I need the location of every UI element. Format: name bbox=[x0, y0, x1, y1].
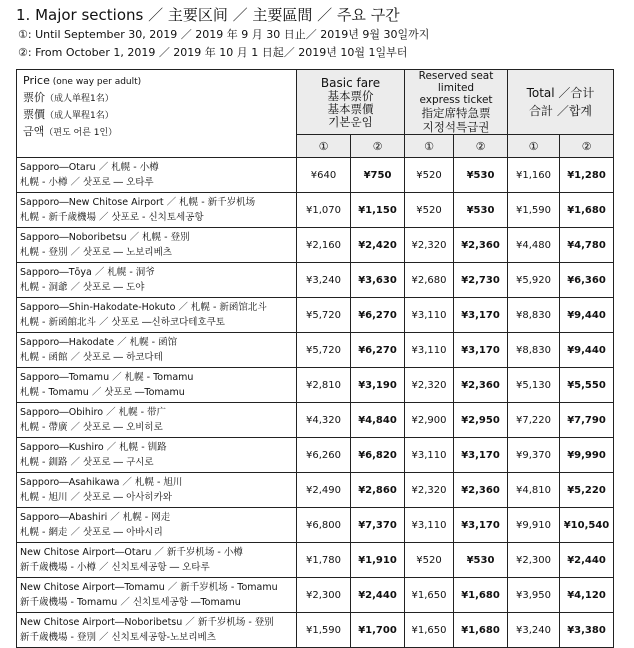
reserved-ko: 지정석특급권 bbox=[422, 120, 490, 134]
basic-fare-2: ¥1,910 bbox=[351, 543, 405, 578]
route-line-2: 札幌 - 新千歲機場 ／ 삿포로 - 신치토세공항 bbox=[20, 212, 204, 223]
basic-fare-ko: 기본운임 bbox=[328, 114, 373, 129]
reserved-fare-2: ¥530 bbox=[454, 543, 508, 578]
route-line-1: Sapporo―Shin-Hakodate-Hokuto ／ 札幌 - 新函馆北斗 bbox=[20, 302, 267, 313]
total-fare-1: ¥5,130 bbox=[508, 368, 560, 403]
total-fare-1: ¥5,920 bbox=[508, 263, 560, 298]
basic-fare-2: ¥2,440 bbox=[351, 578, 405, 613]
total-fare-2: ¥6,360 bbox=[560, 263, 614, 298]
route-cell bbox=[17, 263, 297, 298]
price-en: Price bbox=[23, 74, 50, 87]
route-line-2: 札幌 - 新函館北斗 ／ 삿포로 ―신하코다테호쿠토 bbox=[20, 317, 225, 328]
route-line-2: 新千歲機場 - Tomamu ／ 신치토세공항 ―Tomamu bbox=[20, 597, 241, 608]
route-cell bbox=[17, 403, 297, 438]
reserved-col-1: ① bbox=[405, 135, 454, 158]
total-fare-2: ¥5,550 bbox=[560, 368, 614, 403]
table-row bbox=[17, 403, 614, 438]
total-fare-2: ¥5,220 bbox=[560, 473, 614, 508]
reserved-fare-1: ¥3,110 bbox=[405, 438, 454, 473]
reserved-fare-2: ¥1,680 bbox=[454, 613, 508, 648]
price-ko-sub: （편도 어른 1인） bbox=[44, 128, 118, 138]
price-ko: 금액 bbox=[23, 125, 45, 138]
table-row bbox=[17, 158, 614, 193]
total-fare-1: ¥2,300 bbox=[508, 543, 560, 578]
basic-fare-en: Basic fare bbox=[320, 75, 381, 90]
basic-fare-2: ¥1,150 bbox=[351, 193, 405, 228]
basic-fare-2: ¥3,630 bbox=[351, 263, 405, 298]
fare-table-body bbox=[17, 158, 614, 648]
route-line-1: Sapporo―Hakodate ／ 札幌 - 函馆 bbox=[20, 337, 178, 348]
price-zh-hans-sub: （成人单程1名） bbox=[45, 94, 114, 104]
table-row bbox=[17, 263, 614, 298]
route-cell bbox=[17, 298, 297, 333]
basic-fare-1: ¥3,240 bbox=[297, 263, 351, 298]
reserved-col-2: ② bbox=[454, 135, 508, 158]
total-col-1: ① bbox=[508, 135, 560, 158]
basic-fare-2: ¥6,820 bbox=[351, 438, 405, 473]
route-line-2: 新千歲機場 - 登別 ／ 신치토세공항-노보리베츠 bbox=[20, 632, 216, 643]
reserved-fare-1: ¥520 bbox=[405, 543, 454, 578]
basic-fare-2: ¥750 bbox=[351, 158, 405, 193]
total-fare-2: ¥2,440 bbox=[560, 543, 614, 578]
route-line-1: Sapporo―Abashiri ／ 札幌 - 网走 bbox=[20, 512, 171, 523]
route-cell bbox=[17, 193, 297, 228]
basic-fare-1: ¥2,810 bbox=[297, 368, 351, 403]
total-fare-2: ¥9,440 bbox=[560, 333, 614, 368]
route-line-1: New Chitose Airport―Otaru ／ 新千岁机场 - 小樽 bbox=[20, 547, 243, 558]
route-line-1: New Chitose Airport―Noboribetsu ／ 新千岁机场 - 登别 bbox=[20, 617, 274, 628]
total-fare-1: ¥8,830 bbox=[508, 298, 560, 333]
basic-fare-1: ¥2,160 bbox=[297, 228, 351, 263]
total-fare-1: ¥7,220 bbox=[508, 403, 560, 438]
total-fare-2: ¥4,780 bbox=[560, 228, 614, 263]
route-line-2: 札幌 - 登別 ／ 삿포로 ― 노보리베츠 bbox=[20, 247, 172, 258]
basic-fare-zh-hant: 基本票價 bbox=[327, 101, 374, 116]
table-row bbox=[17, 298, 614, 333]
reserved-fare-1: ¥1,650 bbox=[405, 613, 454, 648]
route-line-1: Sapporo―Tomamu ／ 札幌 - Tomamu bbox=[20, 372, 194, 383]
basic-fare-1: ¥640 bbox=[297, 158, 351, 193]
basic-fare-1: ¥6,260 bbox=[297, 438, 351, 473]
reserved-fare-1: ¥1,650 bbox=[405, 578, 454, 613]
route-line-1: Sapporo―Obihiro ／ 札幌 - 带广 bbox=[20, 407, 167, 418]
basic-fare-1: ¥5,720 bbox=[297, 298, 351, 333]
total-col-2: ② bbox=[560, 135, 614, 158]
route-line-2: 札幌 - 小樽 ／ 삿포로 ― 오타루 bbox=[20, 177, 154, 188]
basic-fare-1: ¥6,800 bbox=[297, 508, 351, 543]
table-row bbox=[17, 193, 614, 228]
route-cell bbox=[17, 613, 297, 648]
basic-col-2: ② bbox=[351, 135, 405, 158]
table-row bbox=[17, 508, 614, 543]
route-line-2: 札幌 - 函館 ／ 삿포로 ― 하코다테 bbox=[20, 352, 163, 363]
route-cell bbox=[17, 333, 297, 368]
reserved-fare-2: ¥3,170 bbox=[454, 508, 508, 543]
reserved-fare-2: ¥2,730 bbox=[454, 263, 508, 298]
page-title: 1. Major sections ／ 主要区间 ／ 主要區間 ／ 주요 구간 bbox=[16, 6, 400, 24]
reserved-fare-1: ¥3,110 bbox=[405, 333, 454, 368]
table-row bbox=[17, 438, 614, 473]
basic-fare-1: ¥1,780 bbox=[297, 543, 351, 578]
reserved-fare-2: ¥1,680 bbox=[454, 578, 508, 613]
reserved-en-1: Reserved seat limited bbox=[418, 70, 494, 94]
total-fare-1: ¥1,160 bbox=[508, 158, 560, 193]
route-cell bbox=[17, 578, 297, 613]
basic-fare-1: ¥1,070 bbox=[297, 193, 351, 228]
basic-fare-header bbox=[297, 70, 405, 135]
reserved-fare-2: ¥2,950 bbox=[454, 403, 508, 438]
reserved-seat-header bbox=[405, 70, 508, 135]
price-en-sub: (one way per adult) bbox=[49, 77, 142, 87]
reserved-fare-2: ¥530 bbox=[454, 193, 508, 228]
table-row bbox=[17, 368, 614, 403]
basic-fare-2: ¥6,270 bbox=[351, 298, 405, 333]
route-line-2: 札幌 - 網走 ／ 삿포로 ― 아바시리 bbox=[20, 527, 163, 538]
total-fare-2: ¥9,990 bbox=[560, 438, 614, 473]
route-line-2: 札幌 - 旭川 ／ 삿포로 ― 아사히카와 bbox=[20, 492, 172, 503]
table-row bbox=[17, 613, 614, 648]
basic-fare-2: ¥1,700 bbox=[351, 613, 405, 648]
reserved-fare-2: ¥2,360 bbox=[454, 368, 508, 403]
route-cell bbox=[17, 158, 297, 193]
price-header bbox=[17, 70, 297, 158]
reserved-fare-2: ¥3,170 bbox=[454, 438, 508, 473]
route-cell bbox=[17, 438, 297, 473]
total-fare-1: ¥9,910 bbox=[508, 508, 560, 543]
route-line-1: Sapporo―Tōya ／ 札幌 - 洞爷 bbox=[20, 267, 155, 278]
total-fare-2: ¥10,540 bbox=[560, 508, 614, 543]
reserved-fare-1: ¥2,680 bbox=[405, 263, 454, 298]
total-fare-1: ¥1,590 bbox=[508, 193, 560, 228]
route-cell bbox=[17, 508, 297, 543]
total-fare-2: ¥9,440 bbox=[560, 298, 614, 333]
route-line-2: 札幌 - 帶廣 ／ 삿포로 ― 오비히로 bbox=[20, 422, 163, 433]
route-line-2: 札幌 - Tomamu ／ 삿포로 ―Tomamu bbox=[20, 387, 185, 398]
reserved-zh: 指定席特急票 bbox=[421, 106, 491, 120]
price-zh-hant-sub: （成人單程1名） bbox=[45, 111, 114, 121]
reserved-fare-1: ¥2,320 bbox=[405, 228, 454, 263]
basic-fare-1: ¥2,490 bbox=[297, 473, 351, 508]
total-fare-2: ¥7,790 bbox=[560, 403, 614, 438]
route-line-1: Sapporo―Kushiro ／ 札幌 - 钏路 bbox=[20, 442, 167, 453]
route-line-1: Sapporo―Otaru ／ 札幌 - 小樽 bbox=[20, 162, 159, 173]
reserved-fare-1: ¥520 bbox=[405, 158, 454, 193]
price-zh-hant: 票價 bbox=[23, 108, 45, 121]
basic-fare-2: ¥3,190 bbox=[351, 368, 405, 403]
table-row bbox=[17, 333, 614, 368]
total-fare-1: ¥8,830 bbox=[508, 333, 560, 368]
route-cell bbox=[17, 543, 297, 578]
basic-fare-1: ¥1,590 bbox=[297, 613, 351, 648]
reserved-fare-1: ¥2,320 bbox=[405, 368, 454, 403]
reserved-en-2: express ticket bbox=[419, 94, 493, 106]
reserved-fare-1: ¥520 bbox=[405, 193, 454, 228]
route-line-2: 新千歲機場 - 小樽 ／ 신치토세공항 ― 오타루 bbox=[20, 562, 210, 573]
total-en-zh: Total ／合计 bbox=[526, 86, 595, 100]
route-line-1: New Chitose Airport―Tomamu ／ 新千岁机场 - Tomamu bbox=[20, 582, 278, 593]
route-line-1: Sapporo―New Chitose Airport ／ 札幌 - 新千岁机场 bbox=[20, 197, 256, 208]
reserved-fare-2: ¥2,360 bbox=[454, 473, 508, 508]
total-zh-ko: 合計 ／합계 bbox=[529, 104, 592, 118]
reserved-fare-1: ¥3,110 bbox=[405, 508, 454, 543]
reserved-fare-2: ¥530 bbox=[454, 158, 508, 193]
total-fare-1: ¥4,810 bbox=[508, 473, 560, 508]
basic-fare-2: ¥7,370 bbox=[351, 508, 405, 543]
table-row bbox=[17, 473, 614, 508]
reserved-fare-1: ¥2,900 bbox=[405, 403, 454, 438]
note-until: ①: Until September 30, 2019 ／ 2019 年 9 月 30 日止／ 2019년 9월 30일까지 bbox=[18, 28, 430, 41]
total-fare-2: ¥4,120 bbox=[560, 578, 614, 613]
route-cell bbox=[17, 473, 297, 508]
basic-fare-1: ¥4,320 bbox=[297, 403, 351, 438]
total-fare-1: ¥9,370 bbox=[508, 438, 560, 473]
reserved-fare-1: ¥3,110 bbox=[405, 298, 454, 333]
basic-fare-1: ¥5,720 bbox=[297, 333, 351, 368]
total-fare-2: ¥1,280 bbox=[560, 158, 614, 193]
route-line-2: 札幌 - 洞爺 ／ 삿포로 ― 도야 bbox=[20, 282, 145, 293]
route-line-1: Sapporo―Noboribetsu ／ 札幌 - 登別 bbox=[20, 232, 190, 243]
basic-fare-zh-hans: 基本票价 bbox=[327, 88, 374, 103]
total-fare-1: ¥3,240 bbox=[508, 613, 560, 648]
total-fare-2: ¥3,380 bbox=[560, 613, 614, 648]
table-row bbox=[17, 578, 614, 613]
price-zh-hans: 票价 bbox=[23, 91, 45, 104]
basic-col-1: ① bbox=[297, 135, 351, 158]
fare-table bbox=[16, 69, 614, 648]
basic-fare-2: ¥2,420 bbox=[351, 228, 405, 263]
total-fare-2: ¥1,680 bbox=[560, 193, 614, 228]
route-cell bbox=[17, 368, 297, 403]
basic-fare-2: ¥2,860 bbox=[351, 473, 405, 508]
table-row bbox=[17, 228, 614, 263]
total-fare-1: ¥4,480 bbox=[508, 228, 560, 263]
route-line-2: 札幌 - 釧路 ／ 삿포로 ― 구시로 bbox=[20, 457, 154, 468]
reserved-fare-1: ¥2,320 bbox=[405, 473, 454, 508]
table-row bbox=[17, 543, 614, 578]
reserved-fare-2: ¥2,360 bbox=[454, 228, 508, 263]
reserved-fare-2: ¥3,170 bbox=[454, 333, 508, 368]
basic-fare-2: ¥4,840 bbox=[351, 403, 405, 438]
total-header bbox=[508, 70, 614, 135]
route-cell bbox=[17, 228, 297, 263]
route-line-1: Sapporo―Asahikawa ／ 札幌 - 旭川 bbox=[20, 477, 183, 488]
note-from: ②: From October 1, 2019 ／ 2019 年 10 月 1 日起／ 2019년 10월 1일부터 bbox=[18, 46, 408, 59]
basic-fare-1: ¥2,300 bbox=[297, 578, 351, 613]
basic-fare-2: ¥6,270 bbox=[351, 333, 405, 368]
reserved-fare-2: ¥3,170 bbox=[454, 298, 508, 333]
total-fare-1: ¥3,950 bbox=[508, 578, 560, 613]
